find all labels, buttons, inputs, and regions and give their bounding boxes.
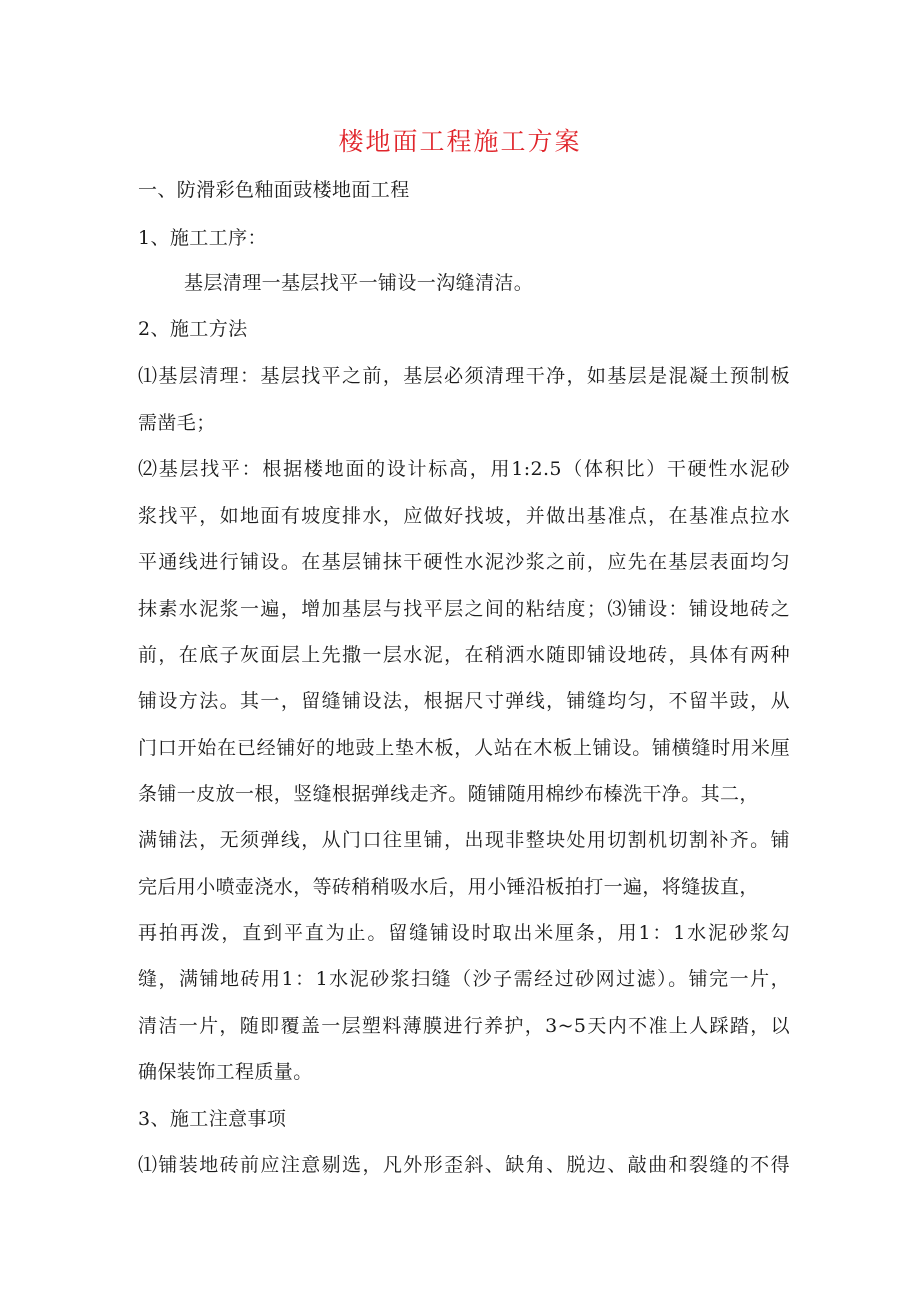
paragraph-line: 需凿毛；	[138, 412, 216, 434]
paragraph-line: 抹素水泥浆一遍，增加基层与找平层之间的粘结度；⑶铺设：铺设地砖之	[138, 598, 790, 620]
paragraph-line: 缝，满铺地砖用1：1水泥砂浆扫缝（沙子需经过砂网过滤）。铺完一片，	[138, 968, 790, 990]
paragraph-line: 完后用小喷壶浇水，等砖稍稍吸水后，用小锤沿板拍打一遍，将缝拔直，	[138, 876, 759, 898]
paragraph-line: 铺设方法。其一，留缝铺设法，根据尺寸弹线，铺缝均匀，不留半豉，从	[138, 690, 790, 712]
paragraph-line: 浆找平，如地面有坡度排水，应做好找坡，并做出基准点，在基准点拉水	[138, 505, 790, 527]
subsection-heading-construction-method: 2、施工方法	[138, 318, 248, 340]
paragraph-line: 基层清理一基层找平一铺设一沟缝清洁。	[184, 272, 534, 294]
paragraph-line: 前，在底子灰面层上先撒一层水泥，在稍洒水随即铺设地砖，具体有两种	[138, 644, 790, 666]
paragraph-line: 条铺一皮放一根，竖缝根据弹线走齐。随铺随用棉纱布榛洗干净。其二，	[138, 783, 759, 805]
paragraph-line: ⑵基层找平：根据楼地面的设计标高，用1:2.5（体积比）干硬性水泥砂	[138, 458, 790, 480]
paragraph-line: 再拍再泼，直到平直为止。留缝铺设时取出米厘条，用1：1水泥砂浆勾	[138, 922, 790, 944]
section-heading-1: 一、防滑彩色釉面豉楼地面工程	[138, 179, 410, 201]
paragraph-line: 门口开始在已经铺好的地豉上垫木板，人站在木板上铺设。铺横缝时用米厘	[138, 737, 790, 759]
paragraph-line: 平通线进行铺设。在基层铺抹干硬性水泥沙浆之前，应先在基层表面均匀	[138, 551, 790, 573]
subsection-heading-construction-steps: 1、施工工序：	[138, 227, 267, 249]
paragraph-line: 确保装饰工程质量。	[138, 1061, 313, 1083]
subsection-heading-precautions: 3、施工注意事项	[138, 1108, 287, 1130]
paragraph-line: ⑴基层清理：基层找平之前，基层必须清理干净，如基层是混凝土预制板	[138, 365, 790, 387]
paragraph-line: 满铺法，无须弹线，从门口往里铺，出现非整块处用切割机切割补齐。铺	[138, 829, 790, 851]
paragraph-line: 清洁一片，随即覆盖一层塑料薄膜进行养护，3~5天内不准上人踩踏，以	[138, 1015, 790, 1037]
paragraph-line: ⑴铺装地砖前应注意剔选，凡外形歪斜、缺角、脱边、敲曲和裂缝的不得	[138, 1154, 790, 1176]
document-title: 楼地面工程施工方案	[338, 127, 582, 156]
